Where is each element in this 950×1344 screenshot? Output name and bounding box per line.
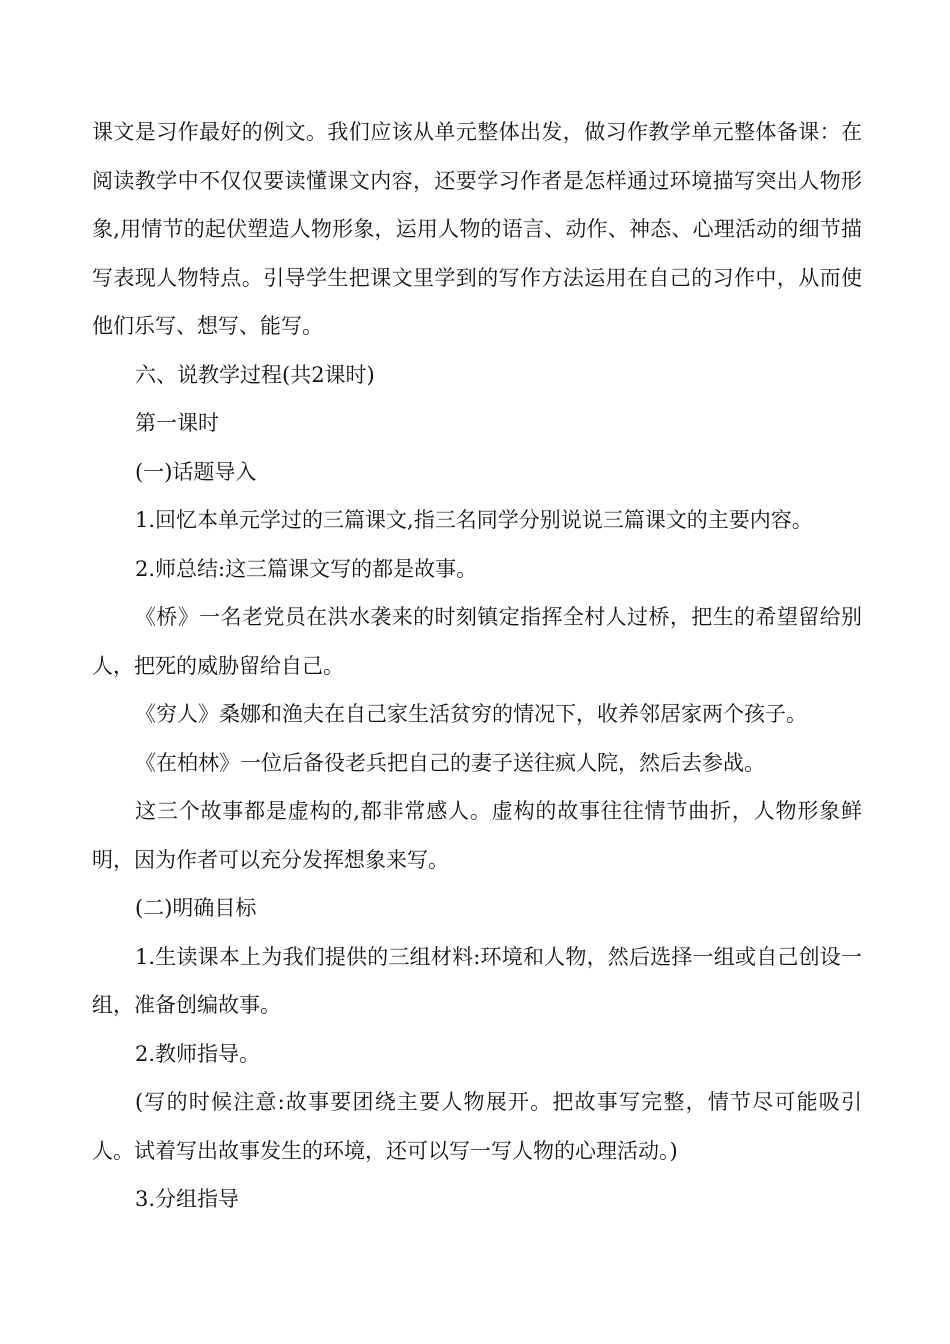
paragraph-fiction-summary: 这三个故事都是虚构的,都非常感人。虚构的故事往往情节曲折，人物形象鲜明，因为作者可以充分发挥想象来写。 xyxy=(92,799,862,872)
paragraph-writing-notes: (写的时候注意:故事要团绕主要人物展开。把故事写完整，情节尽可能吸引人。试着写出故事发生的环境，还可以写一写人物的心理活动。) xyxy=(92,1090,862,1163)
section-heading-teaching-process: 六、说教学过程(共2课时) xyxy=(135,362,375,387)
paragraph-in-berlin: 《在柏林》一位后备役老兵把自己的妻子送往疯人院，然后去参战。 xyxy=(135,750,765,775)
paragraph-bridge: 《桥》一名老党员在洪水袭来的时刻镇定指挥全村人过桥，把生的希望留给别人，把死的威胁留给自己。 xyxy=(92,605,862,678)
list-item-teacher-summary: 2.师总结:这三篇课文写的都是故事。 xyxy=(135,556,478,581)
lesson-heading-first: 第一课时 xyxy=(135,411,219,435)
list-item-group-guidance: 3.分组指导 xyxy=(135,1187,240,1211)
list-item-teacher-guidance: 2.教师指导。 xyxy=(135,1041,261,1066)
document-body xyxy=(92,108,862,1224)
paragraph-poor-people: 《穷人》桑娜和渔夫在自己家生活贫穷的情况下，收养邻居家两个孩子。 xyxy=(135,702,807,726)
subheading-topic-intro: (一)话题导入 xyxy=(135,459,257,484)
list-item-recall: 1.回忆本单元学过的三篇课文,指三名同学分别说说三篇课文的主要内容。 xyxy=(135,508,813,532)
list-item-read-materials: 1.生读课本上为我们提供的三组材料:环境和人物，然后选择一组或自己创设一组，准备创编故事。 xyxy=(92,944,862,1017)
subheading-clear-goals: (二)明确目标 xyxy=(135,896,257,920)
paragraph-intro: 课文是习作最好的例文。我们应该从单元整体出发，做习作教学单元整体备课：在阅读教学中不仅仅要读懂课文内容，还要学习作者是怎样通过环境描写突出人物形象,用情节的起伏塑造人物形象，运用人物的语言、动作、神态、心理活动的细节描写表现人物特点。引导学生把课文里学到的写作方法运用在自己的习作中，从而使他们乐写、想写、能写。 xyxy=(92,120,862,338)
